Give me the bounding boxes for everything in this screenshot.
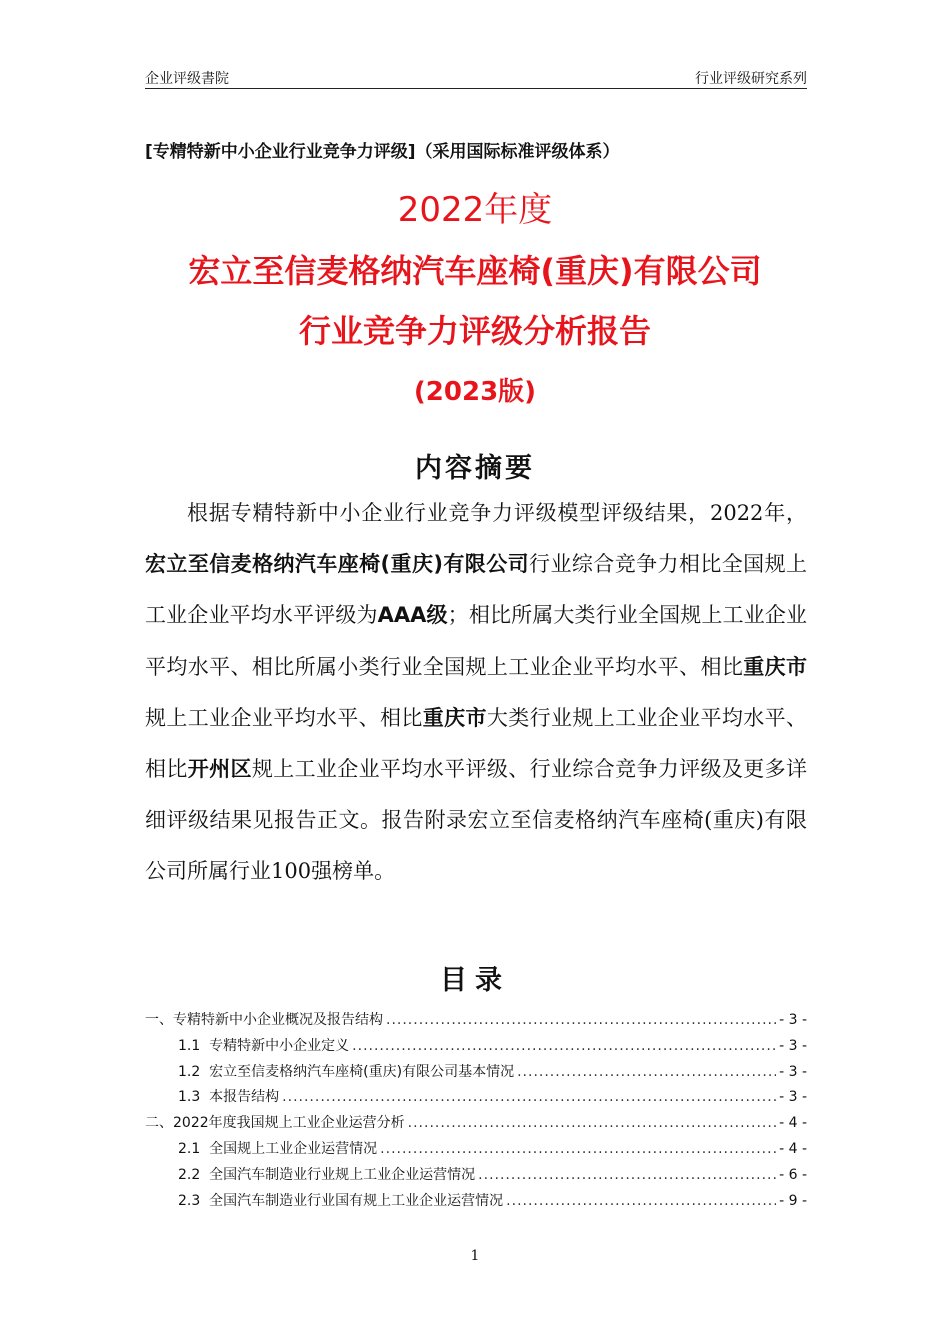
toc-leader	[352, 1038, 776, 1054]
toc-label: 专精特新中小企业定义	[209, 1037, 350, 1054]
report-category: [专精特新中小企业行业竞争力评级]（采用国际标准评级体系）	[145, 142, 620, 162]
grade-value: AAA级	[377, 603, 448, 628]
toc-number: 1.2	[178, 1063, 201, 1080]
header-right: 行业评级研究系列	[695, 71, 807, 87]
toc-label: 全国汽车制造业行业国有规上工业企业运营情况	[209, 1192, 504, 1209]
toc-number: 2.3	[178, 1192, 201, 1209]
toc-label: 本报告结构	[209, 1089, 280, 1106]
toc-leader	[506, 1193, 776, 1209]
toc-leader	[386, 1012, 776, 1028]
toc-label: 二、2022年度我国规上工业企业运营分析	[145, 1115, 405, 1132]
toc-leader	[282, 1089, 776, 1105]
toc-label: 一、专精特新中小企业概况及报告结构	[145, 1012, 383, 1028]
abstract-body	[145, 488, 807, 898]
toc-label: 全国汽车制造业行业规上工业企业运营情况	[209, 1166, 476, 1183]
toc-page: - 3 -	[779, 1037, 807, 1054]
toc-entry[interactable]	[145, 1061, 807, 1087]
toc-leader	[517, 1064, 776, 1080]
city-name: 重庆市	[422, 705, 487, 730]
toc-entry[interactable]	[145, 1112, 807, 1138]
toc-heading: 目录	[440, 965, 510, 996]
header-left: 企业评级書院	[145, 71, 229, 87]
toc-entry[interactable]	[145, 1086, 807, 1112]
title-report: 行业竞争力评级分析报告	[298, 312, 651, 350]
title-company: 宏立至信麦格纳汽车座椅(重庆)有限公司	[188, 252, 762, 290]
table-of-contents	[145, 1009, 807, 1215]
title-year: 2022年度	[397, 190, 553, 230]
district-name: 开州区	[187, 757, 252, 782]
title-edition: (2023版)	[413, 377, 537, 407]
toc-page: - 4 -	[779, 1140, 807, 1157]
page-number: 1	[470, 1248, 480, 1264]
toc-page: - 3 -	[779, 1089, 807, 1106]
toc-label: 宏立至信麦格纳汽车座椅(重庆)有限公司基本情况	[209, 1063, 515, 1080]
toc-page: - 3 -	[779, 1063, 807, 1080]
toc-number: 1.1	[178, 1037, 201, 1054]
toc-entry[interactable]	[145, 1035, 807, 1061]
toc-leader	[478, 1167, 776, 1183]
toc-number: 2.1	[178, 1140, 201, 1157]
toc-number: 1.3	[178, 1089, 201, 1106]
abstract-heading: 内容摘要	[415, 453, 535, 484]
toc-entry[interactable]	[145, 1164, 807, 1190]
toc-entry[interactable]	[145, 1009, 807, 1035]
toc-leader	[380, 1141, 776, 1157]
toc-page: - 3 -	[779, 1012, 807, 1028]
toc-entry[interactable]	[145, 1190, 807, 1216]
toc-entry[interactable]	[145, 1138, 807, 1164]
company-name: 宏立至信麦格纳汽车座椅(重庆)有限公司	[145, 552, 530, 577]
city-name: 重庆市	[743, 654, 807, 679]
running-header	[145, 66, 807, 89]
abstract-paragraph: 根据专精特新中小企业行业竞争力评级模型评级结果，2022年，宏立至信麦格纳汽车座椅(重庆)有限公司行业综合竞争力相比全国规上工业企业平均水平评级为AAA级；相比所属大类行业全国规上工业企业平均水平、相比所属小类行业全国规上工业企业平均水平、相比重庆市规上工业企业平均水平、相比重庆市大类行业规上工业企业平均水平、相比开州区规上工业企业平均水平评级、行业综合竞争力评级及更多详细评级结果见报告正文。报告附录宏立至信麦格纳汽车座椅(重庆)有限公司所属行业100强榜单。	[145, 501, 808, 884]
toc-leader	[408, 1115, 776, 1131]
toc-page: - 4 -	[779, 1115, 807, 1132]
toc-number: 2.2	[178, 1166, 201, 1183]
toc-label: 全国规上工业企业运营情况	[209, 1140, 378, 1157]
toc-page: - 9 -	[779, 1192, 807, 1209]
toc-page: - 6 -	[779, 1166, 807, 1183]
